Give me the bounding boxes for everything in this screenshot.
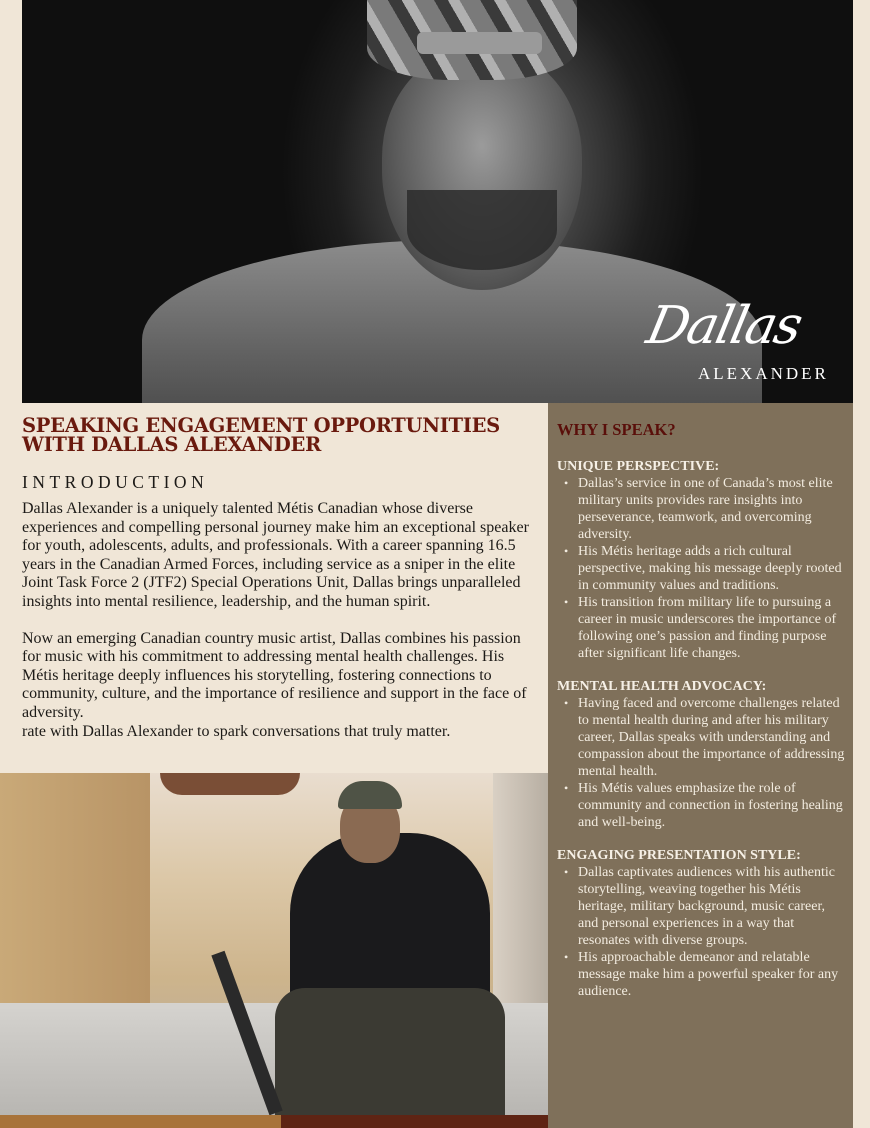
hero-cap-strap-shape	[417, 32, 542, 54]
intro-paragraph: Dallas Alexander is a uniquely talented Métis Canadian whose diverse experiences and compelling personal journey make him an exceptional speaker for youth, adolescents, adults, and professionals. With a career spanning 16.5 years in the Canadian Armed Forces, including service as a sniper in the elite Joint Task Force 2 (JTF2) Special Operations Unit, Dallas brings unparalleled insights into mental resilience, leadership, and the human spirit.	[22, 500, 529, 610]
accent-strip-red	[281, 1115, 548, 1128]
name-logo	[641, 296, 838, 390]
intro-paragraph: Now an emerging Canadian country music artist, Dallas combines his passion for music with his commitment to addressing mental health challenges. His Métis heritage deeply influences his storytelling, fostering connections to community, culture, and the importance of resilience and support in the face of adversity.	[22, 629, 527, 721]
section-mental-health-advocacy	[557, 678, 847, 831]
list-item: • His transition from military life to pursuing a career in music underscores the importance of following one’s passion and finding purpose after significant life changes.	[578, 594, 847, 662]
section-engaging-presentation-style	[557, 847, 847, 1000]
photo-roof-shape	[160, 773, 300, 795]
hero-beard-shape	[407, 190, 557, 270]
photo-pants-shape	[275, 988, 505, 1115]
list-item: • Dallas captivates audiences with his authentic storytelling, weaving together his Métis heritage, military background, music career, and personal experiences in a way that resonates with diverse groups.	[578, 864, 847, 949]
photo-cap-shape	[338, 781, 402, 809]
intro-closing: rate with Dallas Alexander to spark conversations that truly matter.	[22, 722, 451, 740]
section-title: ENGAGING PRESENTATION STYLE:	[557, 848, 801, 863]
list-item: • His approachable demeanor and relatable message make him a powerful speaker for any audience.	[578, 949, 847, 1000]
introduction-heading: INTRODUCTION	[22, 472, 209, 492]
accent-strip-orange	[0, 1115, 281, 1128]
photo-wall-shape	[0, 773, 150, 1033]
page-title: SPEAKING ENGAGEMENT OPPORTUNITIES WITH DALLAS ALEXANDER	[22, 414, 500, 456]
list-item: • His Métis heritage adds a rich cultural perspective, making his message deeply rooted in community values and traditions.	[578, 543, 847, 594]
logo-script: Dallas	[641, 296, 807, 356]
list-item: • Having faced and overcome challenges related to mental health during and after his military career, Dallas speaks with understanding and compassion about the importance of addressing mental health.	[578, 695, 847, 780]
section-unique-perspective	[557, 458, 847, 662]
why-i-speak-panel	[548, 403, 853, 1128]
list-item: • Dallas’s service in one of Canada’s most elite military units provides rare insights into perseverance, teamwork, and overcoming adversity.	[578, 475, 847, 543]
list-item: • His Métis values emphasize the role of community and connection in fostering healing and well-being.	[578, 780, 847, 831]
why-heading: WHY I SPEAK?	[557, 420, 676, 439]
section-title: MENTAL HEALTH ADVOCACY:	[557, 679, 767, 694]
introduction-body	[22, 500, 532, 759]
field-photo	[0, 773, 548, 1115]
logo-subtitle: ALEXANDER	[698, 364, 829, 383]
section-title: UNIQUE PERSPECTIVE:	[557, 459, 720, 474]
